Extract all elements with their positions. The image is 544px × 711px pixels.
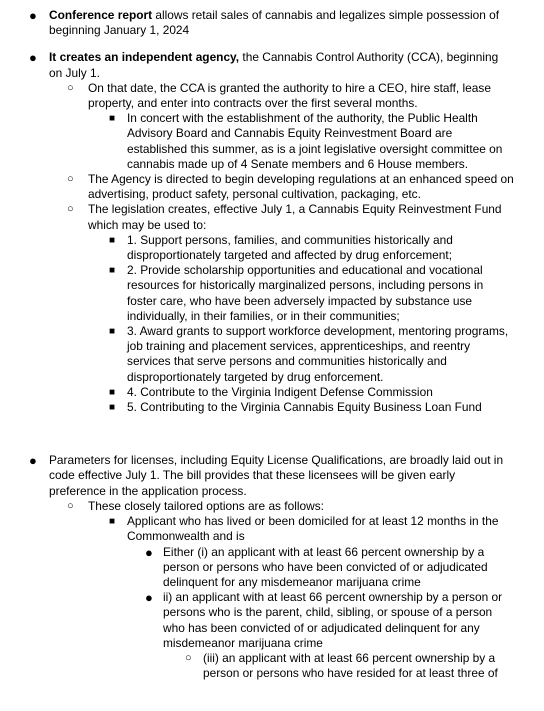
applicant-text: Applicant who has lived or been domiciled for at least 12 months in the Commonwealth and is	[127, 514, 499, 544]
square-marker: ■	[109, 265, 116, 277]
fund-use-text: 3. Award grants to support workforce development, mentoring programs, job training and placement services, apprenticeships, and reentry services that serve persons and communities historically and disproportionately targeted by drug enforcement.	[127, 324, 509, 384]
list-item-options-intro	[0, 499, 544, 514]
license-parameters-text: Parameters for licenses, including Equity License Qualifications, are broadly laid out in code effective July 1. The bill provides that these licensees will be given early preference in the application process.	[49, 453, 504, 498]
bullet-marker: ●	[29, 453, 37, 469]
list-item-fund-use	[0, 233, 544, 263]
criterion-text: Either (i) an applicant with at least 66 percent ownership by a person or persons who have been convicted of or adjudicated delinquent for any misdemeanor marijuana crime	[163, 544, 488, 589]
independent-agency-text: the Cannabis Control Authority (CCA), beginning on July 1.	[49, 50, 499, 80]
reinvestment-fund-text: The legislation creates, effective July 1, a Cannabis Equity Reinvestment Fund which may be used to:	[88, 202, 502, 232]
square-marker: ■	[109, 516, 116, 528]
list-item-fund-use	[0, 263, 544, 324]
list-item-fund-use	[0, 324, 544, 385]
list-item-independent-agency	[0, 50, 544, 80]
regulations-text: The Agency is directed to begin developing regulations at an enhanced speed on advertising, product safety, personal cultivation, packaging, etc.	[88, 172, 514, 202]
circle-marker: ○	[67, 499, 74, 512]
circle-marker: ○	[67, 81, 74, 94]
criterion-text: ii) an applicant with at least 66 percent ownership by a person or persons who is the parent, child, sibling, or spouse of a person who has been convicted of or adjudicated delinquent for any misdemeanor marijuana crime	[163, 590, 503, 650]
list-item-criterion-iii	[0, 651, 544, 681]
bullet-marker: ●	[145, 544, 153, 560]
conference-report-lead: Conference report	[49, 8, 153, 22]
options-intro-text: These closely tailored options are as follows:	[88, 498, 324, 513]
bullet-marker: ●	[145, 590, 153, 606]
fund-use-text: 1. Support persons, families, and communities historically and disproportionately targeted and affected by drug enforcement;	[127, 232, 453, 263]
list-item-regulations	[0, 172, 544, 202]
square-marker: ■	[109, 113, 116, 125]
fund-use-text: 4. Contribute to the Virginia Indigent Defense Commission	[127, 384, 433, 399]
independent-agency-lead: It creates an independent agency,	[49, 50, 240, 65]
ceo-authority-text: On that date, the CCA is granted the authority to hire a CEO, hire staff, lease property, and enter into contracts over the first several months.	[88, 80, 491, 111]
circle-marker: ○	[67, 203, 74, 216]
list-item-conference-report	[0, 8, 544, 38]
boards-text: In concert with the establishment of the authority, the Public Health Advisory Board and Cannabis Equity Reinvestment Board are established this summer, as is a joint legislative oversight committee on cannabis made up of 4 Senate members and 6 House members.	[127, 111, 503, 171]
list-item-fund-use	[0, 400, 544, 415]
circle-marker: ○	[67, 173, 74, 186]
list-item-license-parameters	[0, 453, 544, 499]
fund-use-text: 5. Contributing to the Virginia Cannabis Equity Business Loan Fund	[127, 400, 482, 415]
square-marker: ■	[109, 326, 116, 338]
list-item-reinvestment-fund	[0, 202, 544, 232]
bullet-marker: ●	[29, 50, 37, 66]
list-item-boards	[0, 111, 544, 172]
list-item-fund-use	[0, 385, 544, 400]
list-item-criterion	[0, 545, 544, 591]
fund-use-text: 2. Provide scholarship opportunities and educational and vocational resources for historically marginalized persons, including persons in foster care, who have been adversely impacted by substance use individually, in their families, or in their communities;	[127, 263, 484, 323]
criterion-iii-text: (iii) an applicant with at least 66 percent ownership by a person or persons who have resided for at least three of	[203, 650, 498, 681]
square-marker: ■	[109, 234, 116, 246]
list-item-criterion	[0, 590, 544, 651]
conference-report-text: allows retail sales of cannabis and legalizes simple possession of beginning January 1, 2024	[49, 8, 500, 38]
list-item-applicant	[0, 514, 544, 544]
list-item-ceo-authority	[0, 81, 544, 111]
bullet-marker: ●	[29, 8, 37, 23]
square-marker: ■	[109, 386, 116, 398]
square-marker: ■	[109, 402, 116, 414]
circle-marker: ○	[185, 651, 192, 664]
